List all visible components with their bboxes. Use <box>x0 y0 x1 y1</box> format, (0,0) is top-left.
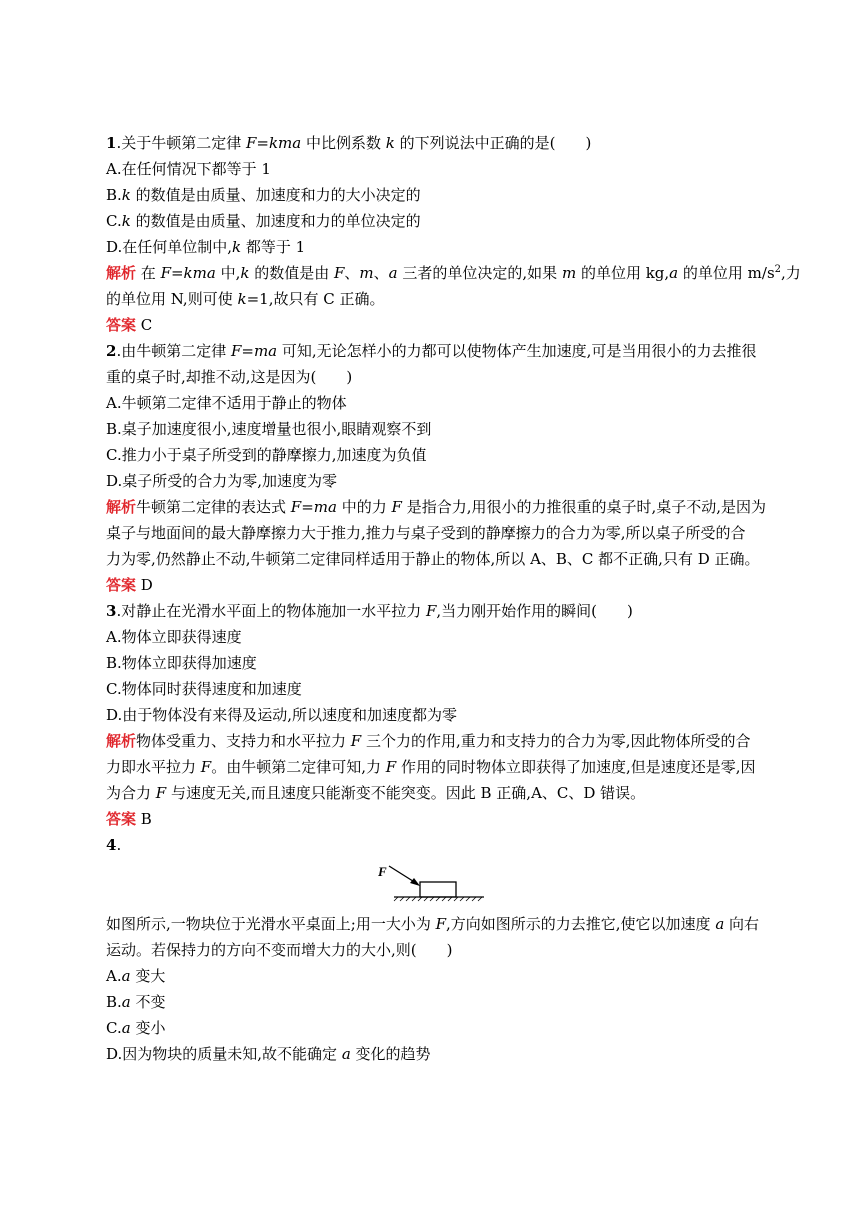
q3-answer-value: B <box>136 810 152 828</box>
q2-analysis-line-1 <box>106 497 766 517</box>
option-text: 变小 <box>130 1019 166 1037</box>
q1-stem <box>106 133 591 153</box>
analysis-var: F <box>391 498 402 516</box>
option-prefix: C. <box>106 1019 122 1037</box>
q2-answer-label: 答案 <box>106 576 137 594</box>
q1-var: k <box>385 134 395 152</box>
analysis-text: 是指合力,用很小的力推很重的桌子时,桌子不动,是因为 <box>401 498 766 516</box>
option-var: a <box>121 1019 131 1037</box>
q1-stem-text: 中比例系数 <box>301 134 386 152</box>
q4-option-c <box>106 1018 165 1038</box>
analysis-var: k <box>237 290 247 308</box>
q2-option-b: B.桌子加速度很小,速度增量也很小,眼睛观察不到 <box>106 420 432 438</box>
analysis-text: 的单位用 kg, <box>576 264 670 282</box>
analysis-text: 三者的单位决定的,如果 <box>397 264 562 282</box>
q2-number: 2 <box>106 342 117 360</box>
analysis-var: F <box>333 264 345 282</box>
option-text: 的数值是由质量、加速度和力的大小决定的 <box>130 186 421 204</box>
q1-analysis-line-1 <box>106 263 801 283</box>
q4-number-dot: . <box>116 836 122 854</box>
analysis-text: 的数值是由 <box>249 264 334 282</box>
q2-analysis-label: 解析 <box>106 498 137 516</box>
q1-answer <box>106 315 152 335</box>
q3-number: 3 <box>106 602 117 620</box>
analysis-text: 为合力 <box>106 784 156 802</box>
analysis-text: 作用的同时物体立即获得了加速度,但是速度还是零,因 <box>396 758 756 776</box>
q3-var: F <box>425 602 437 620</box>
analysis-var: a <box>669 264 679 282</box>
analysis-text: 物体受重力、支持力和水平拉力 <box>136 732 351 750</box>
q2-stem-text: .由牛顿第二定律 <box>116 342 231 360</box>
option-var: a <box>341 1045 351 1063</box>
q1-option-c <box>106 211 421 231</box>
option-var: a <box>121 967 131 985</box>
q2-formula: F=ma <box>230 342 278 360</box>
q3-option-b: B.物体立即获得加速度 <box>106 654 257 672</box>
analysis-var: k <box>240 264 250 282</box>
q2-answer <box>106 575 153 595</box>
option-prefix: C. <box>106 212 122 230</box>
analysis-var: F <box>155 784 167 802</box>
option-text: 变化的趋势 <box>350 1045 431 1063</box>
q1-number: 1 <box>106 134 117 152</box>
q3-analysis-line-1 <box>106 731 751 751</box>
option-text: 变大 <box>130 967 166 985</box>
q2-analysis-line-3: 力为零,仍然静止不动,牛顿第二定律同样适用于静止的物体,所以 A、B、C 都不正确,只有 D 正确。 <box>106 550 760 568</box>
q3-analysis-line-2 <box>106 757 755 777</box>
analysis-text: 中, <box>215 264 241 282</box>
q1-stem-text: .关于牛顿第二定律 <box>116 134 246 152</box>
q4-stem-text: ,方向如图所示的力去推它,使它以加速度 <box>446 915 716 933</box>
q3-option-a: A.物体立即获得速度 <box>106 628 242 646</box>
q1-stem-text: 的下列说法中正确的是( ) <box>394 134 592 152</box>
option-var: k <box>121 212 131 230</box>
analysis-superscript: 2 <box>774 264 782 275</box>
analysis-var: F <box>200 758 212 776</box>
q2-option-a: A.牛顿第二定律不适用于静止的物体 <box>106 394 347 412</box>
q3-stem-text: .对静止在光滑水平面上的物体施加一水平拉力 <box>116 602 426 620</box>
analysis-text: ,力 <box>781 264 801 282</box>
q1-option-b <box>106 185 421 205</box>
analysis-text: 与速度无关,而且速度只能渐变不能突变。因此 B 正确,A、C、D 错误。 <box>166 784 646 802</box>
q4-option-d <box>106 1044 431 1064</box>
option-text: D.在任何单位制中, <box>106 238 233 256</box>
q2-stem-line-1 <box>106 341 756 361</box>
q2-stem-text: 可知,无论怎样小的力都可以使物体产生加速度,可是当用很小的力去推很 <box>277 342 757 360</box>
analysis-text: 力即水平拉力 <box>106 758 201 776</box>
force-arrow-shaft <box>389 866 416 883</box>
q1-option-a: A.在任何情况下都等于 1 <box>106 160 271 178</box>
q4-number-line <box>106 835 121 855</box>
option-prefix: B. <box>106 186 122 204</box>
option-text: 不变 <box>130 993 166 1011</box>
q4-stem-line-2: 运动。若保持力的方向不变而增大力的大小,则( ) <box>106 941 453 959</box>
analysis-text: 牛顿第二定律的表达式 <box>136 498 291 516</box>
q2-analysis-line-2: 桌子与地面间的最大静摩擦力大于推力,推力与桌子受到的静摩擦力的合力为零,所以桌子所受的合 <box>106 524 746 542</box>
q3-option-c: C.物体同时获得速度和加速度 <box>106 680 302 698</box>
force-diagram <box>372 858 492 902</box>
analysis-text: 在 <box>136 264 161 282</box>
q4-stem-text: 向右 <box>724 915 760 933</box>
analysis-var: m <box>359 264 374 282</box>
analysis-text: 、 <box>373 264 389 282</box>
q4-option-b <box>106 992 166 1012</box>
analysis-text: 的单位用 m/s <box>678 264 775 282</box>
analysis-text: 。由牛顿第二定律可知,力 <box>211 758 386 776</box>
q1-option-d <box>106 237 305 257</box>
q1-answer-value: C <box>136 316 153 334</box>
analysis-text: =1,故只有 C 正确。 <box>246 290 385 308</box>
analysis-formula: F=kma <box>160 264 216 282</box>
option-text: 都等于 1 <box>241 238 306 256</box>
option-var: k <box>232 238 242 256</box>
q4-option-a <box>106 966 165 986</box>
q3-analysis-label: 解析 <box>106 732 137 750</box>
option-prefix: B. <box>106 993 122 1011</box>
analysis-var: a <box>388 264 398 282</box>
q3-answer <box>106 809 152 829</box>
block <box>420 882 456 897</box>
q2-option-c: C.推力小于桌子所受到的静摩擦力,加速度为负值 <box>106 446 427 464</box>
analysis-formula: F=ma <box>290 498 337 516</box>
q1-answer-label: 答案 <box>106 316 137 334</box>
q1-analysis-line-2 <box>106 289 384 309</box>
q4-var: F <box>435 915 447 933</box>
q3-answer-label: 答案 <box>106 810 137 828</box>
q1-formula: F=kma <box>245 134 302 152</box>
option-text: D.因为物块的质量未知,故不能确定 <box>106 1045 342 1063</box>
analysis-var: m <box>561 264 577 282</box>
q3-analysis-line-3 <box>106 783 645 803</box>
q3-stem <box>106 601 633 621</box>
analysis-text: 中的力 <box>336 498 392 516</box>
q4-number: 4 <box>106 836 117 854</box>
q2-answer-value: D <box>136 576 153 594</box>
q2-option-d: D.桌子所受的合力为零,加速度为零 <box>106 472 338 490</box>
q3-option-d: D.由于物体没有来得及运动,所以速度和加速度都为零 <box>106 706 458 724</box>
q2-stem-line-2: 重的桌子时,却推不动,这是因为( ) <box>106 368 353 386</box>
analysis-text: 三个力的作用,重力和支持力的合力为零,因此物体所受的合 <box>361 732 751 750</box>
option-var: a <box>121 993 131 1011</box>
analysis-var: F <box>350 732 362 750</box>
q4-var: a <box>715 915 725 933</box>
analysis-text: 、 <box>344 264 360 282</box>
q3-stem-text: ,当力刚开始作用的瞬间( ) <box>436 602 633 620</box>
option-var: k <box>121 186 131 204</box>
analysis-text: 的单位用 N,则可使 <box>106 290 238 308</box>
q4-stem-line-1 <box>106 914 759 934</box>
option-text: 的数值是由质量、加速度和力的单位决定的 <box>130 212 421 230</box>
q1-analysis-label: 解析 <box>106 264 137 282</box>
force-arrow-head <box>410 878 420 886</box>
force-label: F <box>378 864 387 879</box>
analysis-var: F <box>385 758 397 776</box>
option-prefix: A. <box>106 967 122 985</box>
q4-stem-text: 如图所示,一物块位于光滑水平桌面上;用一大小为 <box>106 915 436 933</box>
